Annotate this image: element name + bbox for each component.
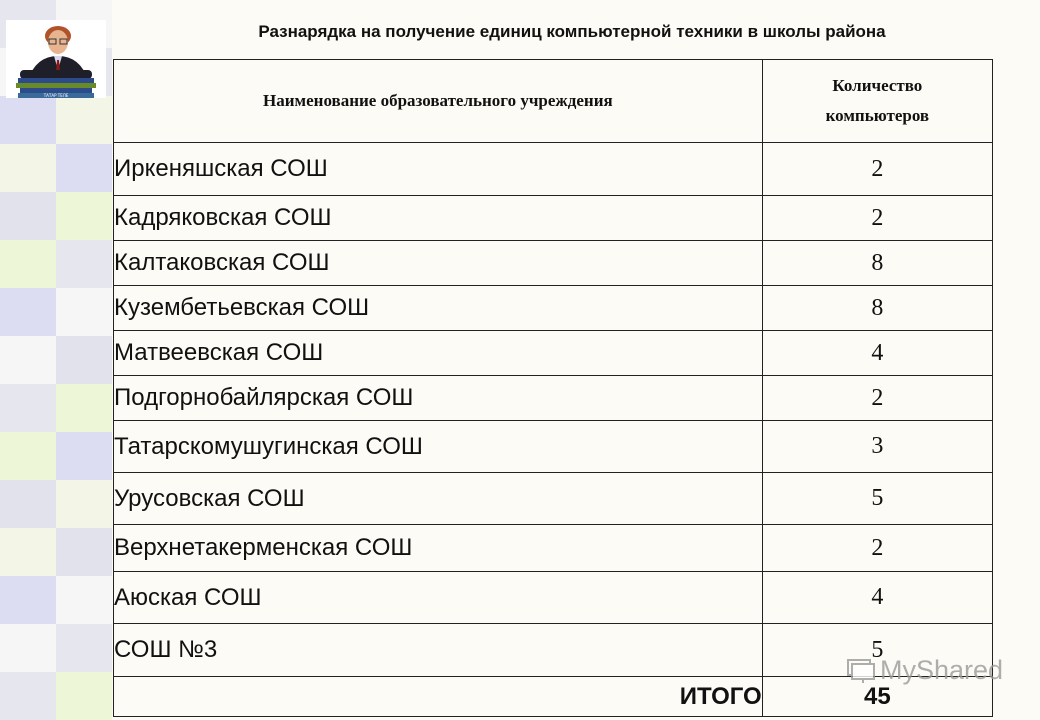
computer-count: 8 (762, 286, 992, 331)
computer-count: 5 (762, 473, 992, 525)
computer-count: 2 (762, 525, 992, 572)
book-spine-text: ТАТАР ТЕЛЕ (43, 93, 69, 98)
computer-count: 5 (762, 624, 992, 677)
school-name: Аюская СОШ (114, 572, 763, 624)
school-name: Иркеняшская СОШ (114, 143, 763, 196)
table-row (114, 143, 993, 196)
table-row (114, 572, 993, 624)
decorative-checker-stripe (0, 0, 112, 720)
presentation-icon (846, 658, 876, 684)
page-title: Разнарядка на получение единиц компьютерной техники в школы района (258, 22, 886, 41)
school-name: Подгорнобайлярская СОШ (114, 376, 763, 421)
computer-count: 3 (762, 421, 992, 473)
table-row (114, 473, 993, 525)
table-row (114, 286, 993, 331)
table-header-row (114, 60, 993, 143)
school-name: Калтаковская СОШ (114, 241, 763, 286)
school-name: СОШ №3 (114, 624, 763, 677)
computer-count: 8 (762, 241, 992, 286)
watermark-text: MyShared (880, 655, 1004, 685)
computer-count: 2 (762, 196, 992, 241)
table-row (114, 421, 993, 473)
table-row (114, 525, 993, 572)
presenter-photo (6, 20, 106, 98)
table-row (114, 241, 993, 286)
column-header-count-line2: компьютеров (825, 106, 930, 125)
table-row (114, 196, 993, 241)
watermark (846, 655, 1003, 686)
computer-count: 2 (762, 143, 992, 196)
table-row (114, 331, 993, 376)
table-row (114, 376, 993, 421)
computer-count: 4 (762, 331, 992, 376)
school-name: Верхнетакерменская СОШ (114, 525, 763, 572)
school-name: Кузембетьевская СОШ (114, 286, 763, 331)
computer-count: 4 (762, 572, 992, 624)
school-name: Кадряковская СОШ (114, 196, 763, 241)
allocation-table (113, 59, 993, 717)
school-name: Урусовская СОШ (114, 473, 763, 525)
column-header-count-line1: Количество (832, 76, 923, 95)
column-header-institution: Наименование образовательного учреждения (114, 60, 763, 143)
computer-count: 2 (762, 376, 992, 421)
school-name: Татарскомушугинская СОШ (114, 421, 763, 473)
school-name: Матвеевская СОШ (114, 331, 763, 376)
total-value: 45 (762, 677, 992, 717)
column-header-count (762, 60, 992, 143)
total-label: ИТОГО (114, 677, 763, 717)
